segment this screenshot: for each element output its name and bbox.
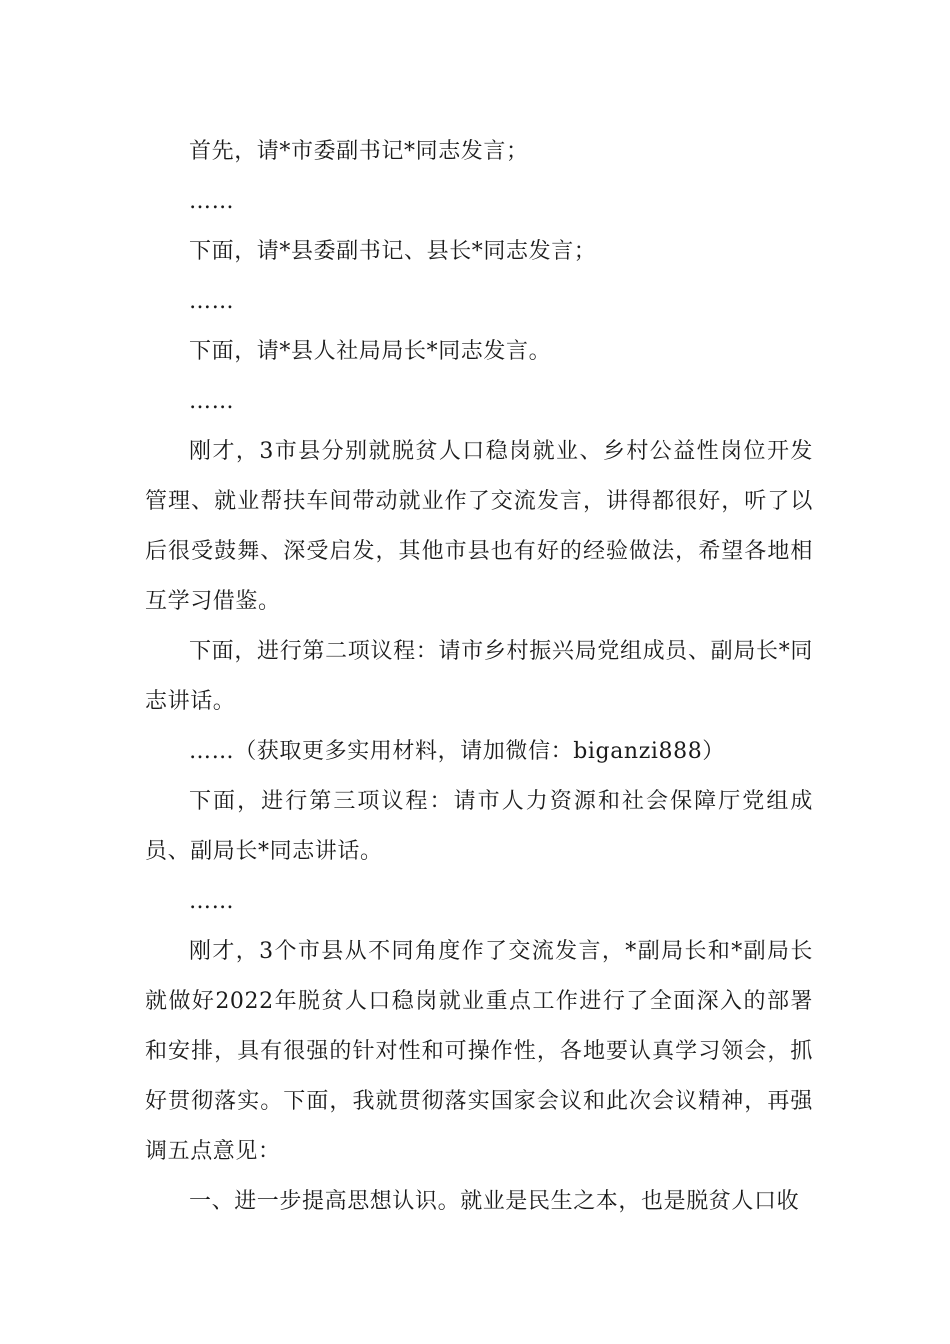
paragraph: …… xyxy=(189,189,235,214)
paragraph: …… xyxy=(189,289,235,314)
paragraph: 首先，请*市委副书记*同志发言； xyxy=(189,139,529,164)
paragraph: 下面，请*县人社局局长*同志发言。 xyxy=(189,339,552,364)
paragraph: ……（获取更多实用材料，请加微信：biganzi888） xyxy=(189,739,725,764)
document-body xyxy=(145,127,813,1227)
paragraph: 刚才，3个市县从不同角度作了交流发言，*副局长和*副局长就做好2022年脱贫人口稳岗就业重点工作进行了全面深入的部署和安排，具有很强的针对性和可操作性，各地要认真学习领会，抓好贯彻落实。下面，我就贯彻落实国家会议和此次会议精神，再强调五点意见： xyxy=(145,939,813,1164)
paragraph: …… xyxy=(189,389,235,414)
paragraph: 下面，进行第二项议程：请市乡村振兴局党组成员、副局长*同志讲话。 xyxy=(145,639,813,714)
paragraph: 下面，请*县委副书记、县长*同志发言； xyxy=(189,239,597,264)
paragraph: 刚才，3市县分别就脱贫人口稳岗就业、乡村公益性岗位开发管理、就业帮扶车间带动就业作了交流发言，讲得都很好，听了以后很受鼓舞、深受启发，其他市县也有好的经验做法，希望各地相互学习借鉴。 xyxy=(145,439,813,614)
paragraph: 一、进一步提高思想认识。就业是民生之本，也是脱贫人口收 xyxy=(189,1189,800,1214)
paragraph: …… xyxy=(189,889,235,914)
paragraph: 下面，进行第三项议程：请市人力资源和社会保障厅党组成员、副局长*同志讲话。 xyxy=(145,789,813,864)
